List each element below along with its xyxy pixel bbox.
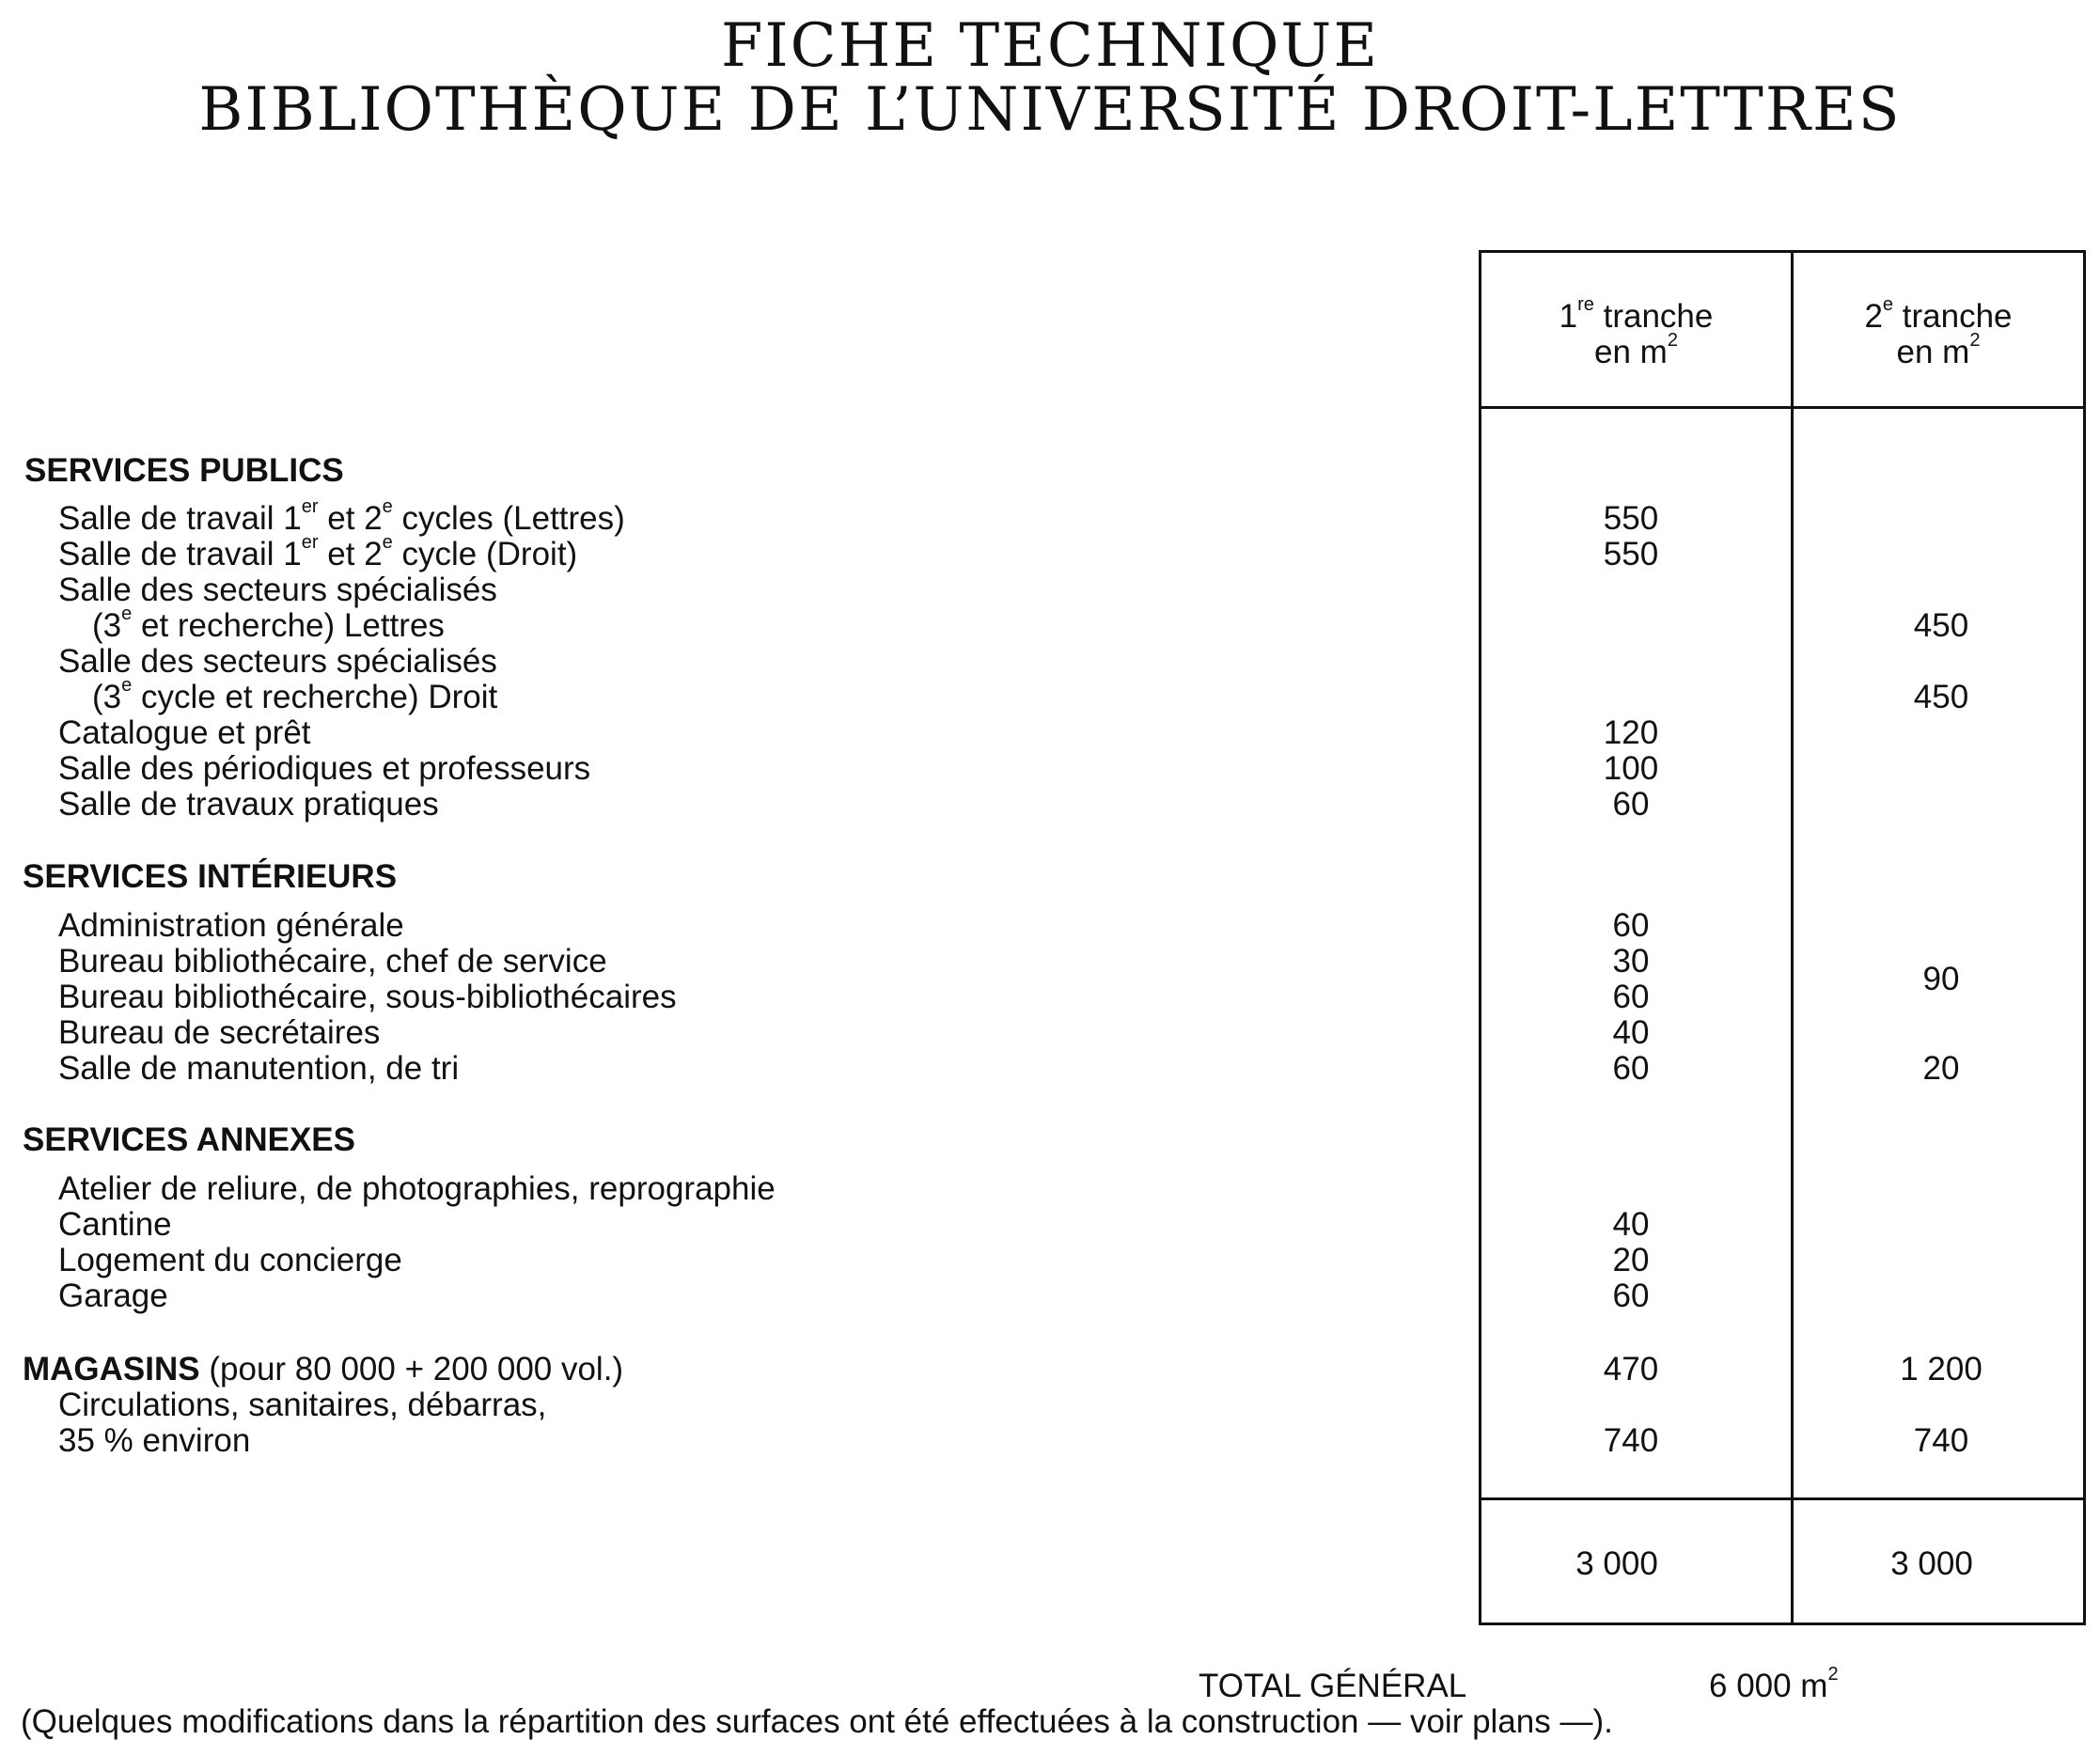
value-tranche1: 30 (1612, 943, 1650, 980)
row-administration: Administration générale (58, 907, 404, 944)
row-travaux-pratiques: Salle de travaux pratiques (58, 786, 439, 823)
table-header-divider (1479, 406, 2086, 409)
footnote: (Quelques modifications dans la répartition des surfaces ont été effectuées à la construction — voir plans —). (21, 1703, 1613, 1740)
value-tranche1: 20 (1612, 1242, 1650, 1278)
total-tranche1: 3 000 (1575, 1545, 1658, 1582)
table-total-divider (1479, 1497, 2086, 1500)
row-logement-concierge: Logement du concierge (58, 1242, 402, 1278)
value-tranche2: 450 (1913, 607, 1969, 644)
section-heading-services-annexes: SERVICES ANNEXES (23, 1121, 355, 1158)
document-title-line2: BIBLIOTHÈQUE DE L’UNIVERSITÉ DROIT-LETTRES (198, 75, 1902, 145)
table-border-middle (1791, 250, 1794, 1625)
value-tranche1: 60 (1612, 979, 1650, 1015)
document-title-line1: FICHE TECHNIQUE (720, 11, 1380, 81)
row-manutention: Salle de manutention, de tri (58, 1050, 460, 1087)
total-tranche2: 3 000 (1890, 1545, 1973, 1582)
total-general-value: 6 000 $m^2$ (1709, 1664, 1839, 1704)
value-tranche1: 60 (1612, 786, 1650, 823)
value-tranche1: 60 (1612, 907, 1650, 944)
value-tranche1: 550 (1603, 536, 1659, 572)
value-tranche1: 550 (1603, 500, 1659, 537)
row-cantine: Cantine (58, 1206, 172, 1243)
section-heading-services-interieurs: SERVICES INTÉRIEURS (23, 858, 398, 895)
magasins-note: (pour 80 000 + 200 000 vol.) (209, 1351, 624, 1387)
value-tranche2: 1 200 (1900, 1351, 1982, 1387)
value-tranche2: 20 (1922, 1050, 1960, 1087)
value-tranche1: 40 (1612, 1206, 1650, 1243)
row-salle-travail-lettres: Salle de travail 1er et 2e cycles (Lettres) (58, 496, 625, 537)
table-border-top (1479, 250, 2086, 253)
row-bureau-chef-service: Bureau bibliothécaire, chef de service (58, 943, 607, 980)
table-border-right (2083, 250, 2086, 1625)
row-recherche-droit: (3e cycle et recherche) Droit (92, 675, 498, 715)
row-catalogue-pret: Catalogue et prêt (58, 714, 311, 751)
row-periodiques: Salle des périodiques et professeurs (58, 750, 591, 787)
table-border-bottom (1479, 1622, 2086, 1625)
value-tranche1: 60 (1612, 1050, 1650, 1087)
row-secteurs-specialises: Salle des secteurs spécialisés (58, 643, 497, 680)
row-magasins (23, 1352, 623, 1387)
column-header-tranche-2: 2e tranche en $m^2$ (1864, 294, 2013, 370)
row-garage: Garage (58, 1278, 168, 1314)
row-secteurs-specialises: Salle des secteurs spécialisés (58, 572, 497, 608)
value-tranche2-bureaux: 90 (1922, 961, 1960, 997)
row-circulations: Circulations, sanitaires, débarras, (58, 1387, 547, 1423)
row-atelier-reliure: Atelier de reliure, de photographies, reprographie (58, 1170, 776, 1207)
row-bureau-secretaires: Bureau de secrétaires (58, 1014, 381, 1051)
section-heading-magasins: MAGASINS (23, 1351, 200, 1387)
total-general-label: TOTAL GÉNÉRAL (1199, 1668, 1467, 1704)
row-recherche-lettres: (3e et recherche) Lettres (92, 604, 445, 644)
value-tranche1: 470 (1603, 1351, 1659, 1387)
value-tranche2: 740 (1913, 1422, 1969, 1459)
section-heading-services-publics: SERVICES PUBLICS (24, 452, 344, 489)
value-tranche1: 120 (1603, 714, 1659, 751)
row-bureau-sous-bibliothecaires: Bureau bibliothécaire, sous-bibliothécaires (58, 979, 677, 1015)
value-tranche1: 740 (1603, 1422, 1659, 1459)
value-tranche1: 60 (1612, 1278, 1650, 1314)
value-tranche1: 40 (1612, 1014, 1650, 1051)
table-border-left (1479, 250, 1481, 1625)
value-tranche1: 100 (1603, 750, 1659, 787)
row-35-environ: 35 % environ (58, 1422, 251, 1459)
column-header-tranche-1: 1re tranche en $m^2$ (1559, 294, 1714, 370)
value-tranche2: 450 (1913, 679, 1969, 715)
row-salle-travail-droit: Salle de travail 1er et 2e cycle (Droit) (58, 532, 578, 572)
